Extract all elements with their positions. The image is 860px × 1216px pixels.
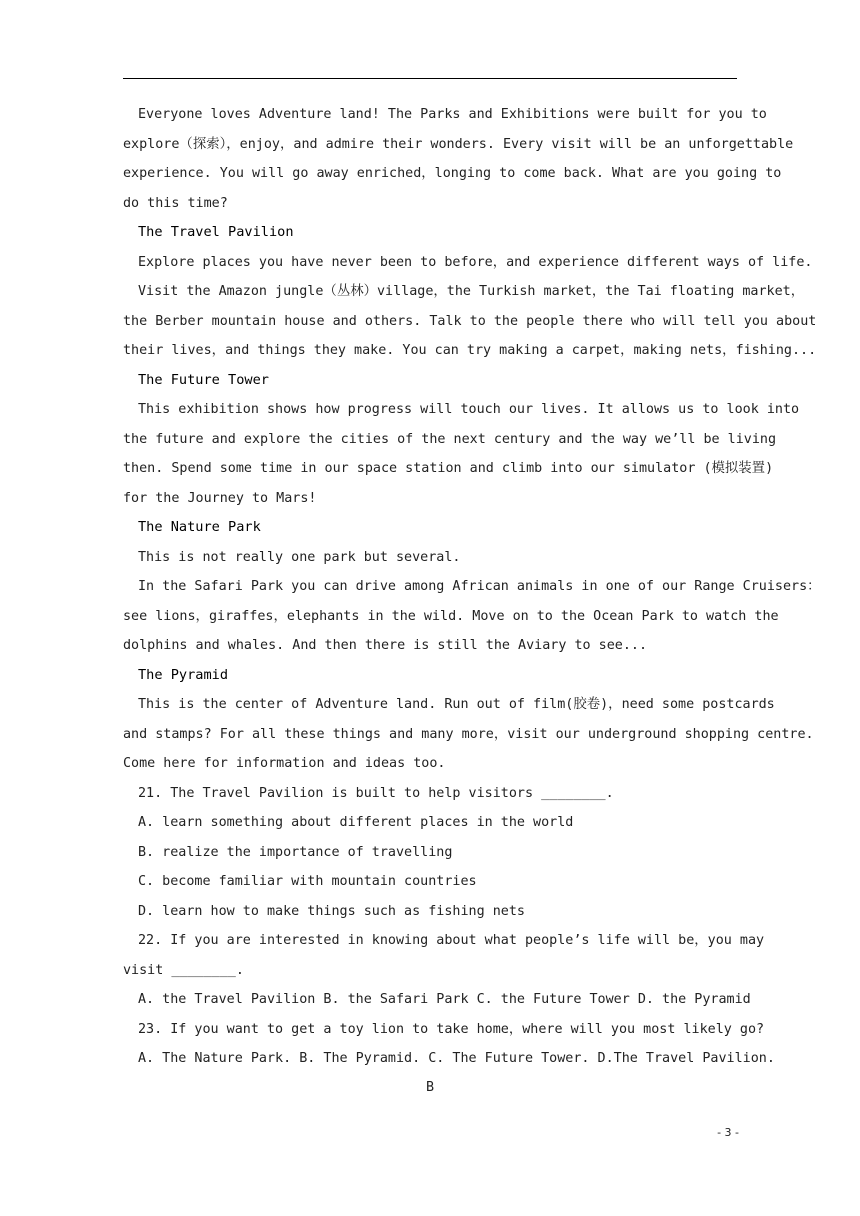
question-22-options: A. the Travel Pavilion B. the Safari Park C. the Future Tower D. the Pyramid [138, 992, 751, 1007]
travel-line: their lives，and things they make. You can try making a carpet，making nets，fishing... [123, 343, 817, 358]
future-tower-heading: The Future Tower [138, 371, 269, 388]
travel-pavilion-heading: The Travel Pavilion [138, 224, 294, 240]
travel-line: the Berber mountain house and others. Talk to the people there who will tell you about [123, 313, 817, 329]
pyramid-line: This is the center of Adventure land. Run out of film(胶卷)，need some postcards [138, 697, 775, 712]
header-rule [123, 78, 737, 79]
question-21-option-b: B. realize the importance of travelling [138, 844, 453, 860]
question-21: 21. The Travel Pavilion is built to help visitors ________. [138, 785, 614, 801]
intro-line: do this time? [123, 195, 228, 211]
travel-line: Visit the Amazon jungle（丛林）village，the Turkish market，the Tai floating market， [138, 284, 805, 299]
question-21-option-c: C. become familiar with mountain countries [138, 874, 477, 889]
nature-line: dolphins and whales. And then there is still the Aviary to see... [123, 638, 648, 653]
question-23: 23. If you want to get a toy lion to take home，where will you most likely go? [138, 1021, 765, 1037]
future-line: then. Spend some time in our space station and climb into our simulator (模拟装置) [123, 461, 774, 476]
nature-line: This is not really one park but several. [138, 549, 461, 565]
pyramid-line: and stamps? For all these things and many more，visit our underground shopping centre. [123, 726, 814, 742]
question-21-option-a: A. learn something about different places in the world [138, 815, 574, 830]
section-label: B [425, 1080, 435, 1095]
future-line: the future and explore the cities of the next century and the way we’ll be living [123, 431, 777, 447]
intro-line: explore（探索），enjoy，and admire their wonders. Every visit will be an unforgettable [123, 136, 794, 152]
question-23-options: A. The Nature Park. B. The Pyramid. C. The Future Tower. D.The Travel Pavilion. [138, 1051, 775, 1066]
pyramid-heading: The Pyramid [138, 666, 229, 683]
travel-line: Explore places you have never been to before，and experience different ways of life. [138, 254, 813, 270]
future-line: This exhibition shows how progress will touch our lives. It allows us to look into [138, 402, 800, 417]
question-21-option-d: D. learn how to make things such as fishing nets [138, 903, 525, 919]
question-22-cont: visit ________. [123, 962, 244, 978]
intro-line: Everyone loves Adventure land! The Parks and Exhibitions were built for you to [138, 107, 767, 122]
page-number: - 3 - [717, 1126, 739, 1139]
intro-line: experience. You will go away enriched，longing to come back. What are you going to [123, 166, 782, 181]
nature-line: In the Safari Park you can drive among African animals in one of our Range Cruisers： [138, 579, 821, 594]
nature-line: see lions，giraffes，elephants in the wild. Move on to the Ocean Park to watch the [123, 608, 779, 624]
document-body [123, 100, 821, 1074]
nature-park-heading: The Nature Park [138, 519, 261, 535]
future-line: for the Journey to Mars! [123, 490, 317, 506]
pyramid-line: Come here for information and ideas too. [123, 756, 446, 771]
question-22: 22. If you are interested in knowing about what people’s life will be，you may [138, 933, 765, 948]
